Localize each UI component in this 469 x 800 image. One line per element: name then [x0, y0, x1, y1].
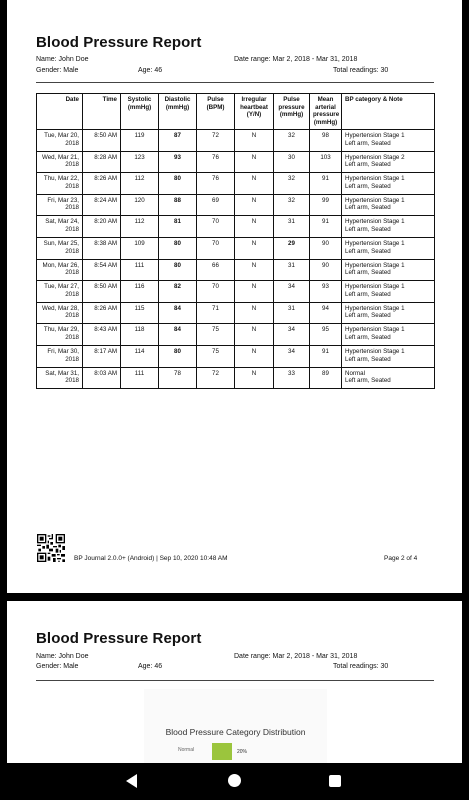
table-row: [37, 367, 435, 389]
table-row: [37, 345, 435, 367]
measurement-note: Left arm, Seated: [345, 312, 391, 320]
cell-date: Tue, Mar 27, 2018: [37, 281, 83, 303]
table-row: [37, 324, 435, 346]
cell-pulse-pressure: 32: [274, 173, 310, 195]
cell-map: 94: [310, 302, 342, 324]
measurement-note: Left arm, Seated: [345, 139, 391, 147]
cell-category-note: [342, 367, 435, 389]
cell-systolic: 115: [121, 302, 159, 324]
cell-diastolic: 84: [159, 302, 197, 324]
cell-date: Thu, Mar 22, 2018: [37, 173, 83, 195]
cell-irregular: N: [235, 173, 274, 195]
cell-systolic: 111: [121, 259, 159, 281]
column-header-date: Date: [37, 94, 83, 130]
bp-category: Hypertension Stage 1: [345, 132, 405, 139]
table-row: [37, 151, 435, 173]
column-header-map: Mean arterial pressure (mmHg): [310, 94, 342, 130]
cell-irregular: N: [235, 367, 274, 389]
cell-pulse-pressure: 31: [274, 302, 310, 324]
header-divider: [36, 82, 434, 83]
cell-pulse-pressure: 29: [274, 237, 310, 259]
cell-pulse: 70: [197, 281, 235, 303]
measurement-note: Left arm, Seated: [345, 161, 391, 169]
cell-category-note: [342, 130, 435, 152]
date-range: Date range: Mar 2, 2018 - Mar 31, 2018: [234, 653, 358, 660]
measurement-note: Left arm, Seated: [345, 355, 391, 363]
table-row: [37, 302, 435, 324]
cell-pulse-pressure: 30: [274, 151, 310, 173]
cell-map: 90: [310, 259, 342, 281]
bar-normal: [212, 743, 232, 760]
cell-time: 8:26 AM: [83, 173, 121, 195]
cell-irregular: N: [235, 130, 274, 152]
cell-map: 89: [310, 367, 342, 389]
cell-pulse-pressure: 33: [274, 367, 310, 389]
cell-map: 91: [310, 345, 342, 367]
cell-time: 8:03 AM: [83, 367, 121, 389]
cell-irregular: N: [235, 281, 274, 303]
back-triangle-icon[interactable]: [126, 774, 137, 788]
column-header-category: BP category & Note: [342, 94, 435, 130]
header-divider: [36, 680, 434, 681]
cell-category-note: [342, 151, 435, 173]
cell-systolic: 119: [121, 130, 159, 152]
chart-title: Blood Pressure Category Distribution: [165, 727, 306, 737]
bp-category: Hypertension Stage 2: [345, 153, 405, 161]
table-row: [37, 259, 435, 281]
cell-time: 8:54 AM: [83, 259, 121, 281]
cell-diastolic: 80: [159, 259, 197, 281]
cell-systolic: 118: [121, 324, 159, 346]
cell-date: Fri, Mar 23, 2018: [37, 194, 83, 216]
measurement-note: Left arm, Seated: [345, 247, 391, 255]
cell-category-note: [342, 173, 435, 195]
cell-systolic: 123: [121, 151, 159, 173]
cell-map: 103: [310, 151, 342, 173]
cell-date: Tue, Mar 20, 2018: [37, 130, 83, 152]
cell-irregular: N: [235, 151, 274, 173]
cell-time: 8:50 AM: [83, 130, 121, 152]
cell-diastolic: 84: [159, 324, 197, 346]
patient-gender: Gender: Male: [36, 663, 79, 670]
home-circle-icon[interactable]: [228, 774, 241, 787]
bp-category: Normal: [345, 369, 365, 377]
cell-map: 93: [310, 281, 342, 303]
recents-square-icon[interactable]: [329, 775, 341, 787]
cell-irregular: N: [235, 216, 274, 238]
measurement-note: Left arm, Seated: [345, 333, 391, 341]
cell-date: Mon, Mar 26, 2018: [37, 259, 83, 281]
cell-systolic: 112: [121, 216, 159, 238]
measurement-note: Left arm, Seated: [345, 225, 391, 233]
bar-label-normal: Normal: [178, 747, 195, 753]
cell-diastolic: 80: [159, 237, 197, 259]
cell-date: Wed, Mar 21, 2018: [37, 151, 83, 173]
cell-diastolic: 87: [159, 130, 197, 152]
cell-irregular: N: [235, 259, 274, 281]
cell-pulse: 76: [197, 151, 235, 173]
column-header-time: Time: [83, 94, 121, 130]
table-row: [37, 281, 435, 303]
cell-date: Sat, Mar 31, 2018: [37, 367, 83, 389]
readings-table: [36, 93, 435, 389]
bp-category: Hypertension Stage 1: [345, 261, 405, 269]
cell-systolic: 116: [121, 281, 159, 303]
cell-diastolic: 80: [159, 345, 197, 367]
cell-category-note: [342, 324, 435, 346]
cell-time: 8:20 AM: [83, 216, 121, 238]
measurement-note: Left arm, Seated: [345, 204, 391, 212]
report-page-3: [7, 601, 462, 763]
cell-time: 8:24 AM: [83, 194, 121, 216]
cell-category-note: [342, 194, 435, 216]
cell-diastolic: 93: [159, 151, 197, 173]
cell-map: 95: [310, 324, 342, 346]
cell-category-note: [342, 237, 435, 259]
table-row: [37, 194, 435, 216]
cell-pulse-pressure: 34: [274, 345, 310, 367]
cell-date: Sun, Mar 25, 2018: [37, 237, 83, 259]
cell-diastolic: 82: [159, 281, 197, 303]
cell-irregular: N: [235, 237, 274, 259]
cell-pulse: 70: [197, 237, 235, 259]
bar-percent-normal: 20%: [237, 749, 248, 755]
cell-pulse: 75: [197, 345, 235, 367]
cell-map: 90: [310, 237, 342, 259]
cell-pulse-pressure: 32: [274, 130, 310, 152]
cell-category-note: [342, 281, 435, 303]
table-row: [37, 237, 435, 259]
total-readings: Total readings: 30: [333, 67, 389, 74]
cell-irregular: N: [235, 324, 274, 346]
cell-time: 8:17 AM: [83, 345, 121, 367]
qr-code-icon: [37, 534, 65, 562]
patient-name: Name: John Doe: [36, 56, 89, 63]
bp-category: Hypertension Stage 1: [345, 218, 405, 226]
cell-systolic: 120: [121, 194, 159, 216]
cell-category-note: [342, 302, 435, 324]
bp-category: Hypertension Stage 1: [345, 239, 405, 247]
patient-name: Name: John Doe: [36, 653, 89, 660]
patient-gender: Gender: Male: [36, 67, 79, 74]
report-title: Blood Pressure Report: [36, 34, 202, 51]
cell-pulse: 72: [197, 367, 235, 389]
bp-category: Hypertension Stage 1: [345, 175, 405, 183]
cell-map: 99: [310, 194, 342, 216]
report-title: Blood Pressure Report: [36, 630, 202, 647]
cell-time: 8:38 AM: [83, 237, 121, 259]
report-page-2: [7, 0, 462, 593]
table-row: [37, 130, 435, 152]
bp-category: Hypertension Stage 1: [345, 196, 405, 204]
column-header-pulse-pressure: Pulse pressure (mmHg): [274, 94, 310, 130]
table-row: [37, 173, 435, 195]
cell-irregular: N: [235, 345, 274, 367]
cell-systolic: 114: [121, 345, 159, 367]
cell-pulse-pressure: 32: [274, 194, 310, 216]
cell-time: 8:43 AM: [83, 324, 121, 346]
cell-pulse-pressure: 34: [274, 281, 310, 303]
cell-pulse: 71: [197, 302, 235, 324]
cell-time: 8:26 AM: [83, 302, 121, 324]
cell-pulse-pressure: 31: [274, 259, 310, 281]
measurement-note: Left arm, Seated: [345, 290, 391, 298]
cell-pulse: 75: [197, 324, 235, 346]
cell-systolic: 109: [121, 237, 159, 259]
column-header-diastolic: Diastolic (mmHg): [159, 94, 197, 130]
table-row: [37, 216, 435, 238]
column-header-irregular: Irregular heartbeat (Y/N): [235, 94, 274, 130]
cell-systolic: 112: [121, 173, 159, 195]
bp-category: Hypertension Stage 1: [345, 283, 405, 291]
cell-irregular: N: [235, 302, 274, 324]
cell-map: 91: [310, 216, 342, 238]
cell-pulse: 72: [197, 130, 235, 152]
cell-category-note: [342, 259, 435, 281]
cell-map: 98: [310, 130, 342, 152]
cell-systolic: 111: [121, 367, 159, 389]
bp-category: Hypertension Stage 1: [345, 326, 405, 334]
cell-pulse: 76: [197, 173, 235, 195]
cell-date: Fri, Mar 30, 2018: [37, 345, 83, 367]
cell-pulse: 70: [197, 216, 235, 238]
cell-time: 8:50 AM: [83, 281, 121, 303]
footer-page-number: Page 2 of 4: [384, 555, 418, 562]
cell-irregular: N: [235, 194, 274, 216]
cell-pulse-pressure: 34: [274, 324, 310, 346]
cell-time: 8:28 AM: [83, 151, 121, 173]
measurement-note: Left arm, Seated: [345, 182, 391, 190]
category-distribution-chart: [144, 689, 327, 763]
date-range: Date range: Mar 2, 2018 - Mar 31, 2018: [234, 56, 358, 63]
cell-map: 91: [310, 173, 342, 195]
column-header-systolic: Systolic (mmHg): [121, 94, 159, 130]
column-header-pulse: Pulse (BPM): [197, 94, 235, 130]
cell-pulse: 66: [197, 259, 235, 281]
bp-category: Hypertension Stage 1: [345, 347, 405, 355]
table-header-row: [37, 94, 435, 130]
cell-date: Thu, Mar 29, 2018: [37, 324, 83, 346]
cell-diastolic: 78: [159, 367, 197, 389]
cell-diastolic: 88: [159, 194, 197, 216]
system-navigation-bar: [0, 763, 469, 800]
patient-age: Age: 46: [138, 67, 163, 74]
bp-category: Hypertension Stage 1: [345, 304, 405, 312]
cell-category-note: [342, 345, 435, 367]
measurement-note: Left arm, Seated: [345, 269, 391, 277]
measurement-note: Left arm, Seated: [345, 377, 391, 385]
patient-age: Age: 46: [138, 663, 163, 670]
cell-pulse: 69: [197, 194, 235, 216]
cell-category-note: [342, 216, 435, 238]
cell-pulse-pressure: 31: [274, 216, 310, 238]
footer-app-info: BP Journal 2.0.0+ (Android) | Sep 10, 2020 10:48 AM: [74, 555, 228, 562]
cell-date: Sat, Mar 24, 2018: [37, 216, 83, 238]
total-readings: Total readings: 30: [333, 663, 389, 670]
cell-diastolic: 81: [159, 216, 197, 238]
cell-date: Wed, Mar 28, 2018: [37, 302, 83, 324]
cell-diastolic: 80: [159, 173, 197, 195]
